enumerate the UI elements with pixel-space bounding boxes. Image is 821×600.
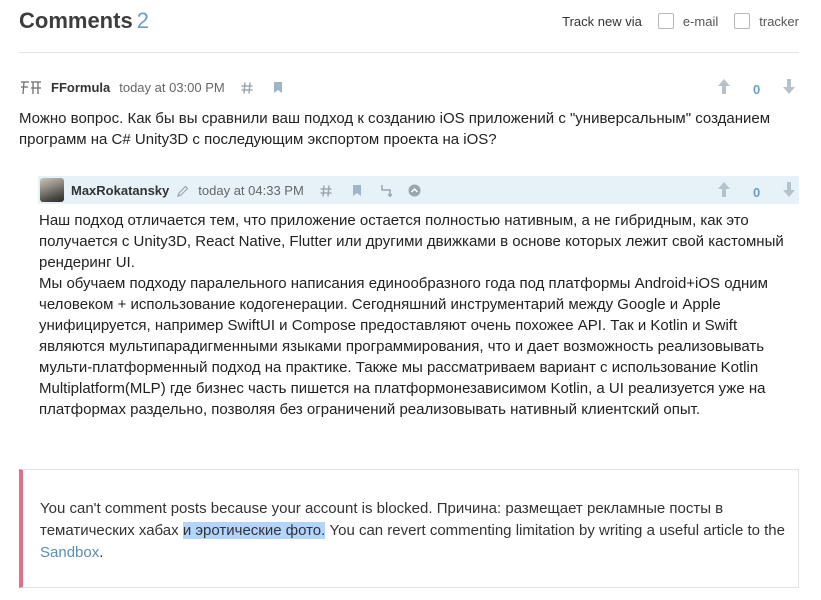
- comment-time[interactable]: today at 03:00 PM: [119, 80, 225, 95]
- avatar[interactable]: [40, 178, 64, 202]
- vote-count: 0: [753, 81, 761, 97]
- comments-title-text: Comments: [19, 8, 133, 33]
- comment-meta: [51, 80, 283, 95]
- reply-paragraph: Мы обучаем подходу паралельного написания единообразного года под платформы Android+iOS одним человеком + использование кодогенерации. Сегодняшний инструментарий между Google и Apple унифицируется, например SwiftUI и Compose предоставляют очень похожее API. Так и Kotlin и Swift являются мультипарадигменными языками программирования, что и дает возможность реализовывать мульти-платформенный подход на практике. Также мы рассматриваем вариант с использование Kotlin Multiplatform(MLP) где бизнес часть пишется на платформонезависимом Kotlin, а UI реализуется уже на платформах раздельно, позволяя без ограничений реализовывать нативный клиентский опыт.: [39, 275, 768, 418]
- notice-text-part: You can't comment posts because your account is blocked. Причина: размещает рекламные посты в тематических хабах: [40, 500, 724, 539]
- blocked-notice: [19, 469, 799, 588]
- bookmark-icon[interactable]: [273, 81, 283, 94]
- track-label: Track new via: [562, 13, 642, 29]
- email-checkbox-label: e-mail: [682, 13, 719, 29]
- email-checkbox-option[interactable]: [658, 13, 718, 29]
- comment-votes: [717, 78, 796, 100]
- reply-paragraph: Наш подход отличается тем, что приложение остается полностью нативным, а не гибридным, как это получается с Unity3D, React Native, Flutter или другими движками в основе которых лежит свой кастомный рендеринг UI.: [39, 212, 784, 271]
- notice-highlighted-text: и эротические фото.: [182, 522, 326, 539]
- sandbox-link[interactable]: Sandbox: [40, 544, 100, 561]
- vote-down-icon[interactable]: [782, 181, 796, 203]
- parent-comment-icon[interactable]: [380, 184, 392, 197]
- vote-down-icon[interactable]: [782, 78, 796, 100]
- header-divider: [19, 52, 799, 53]
- comment-author[interactable]: FFormula: [51, 80, 111, 95]
- tracker-checkbox[interactable]: [734, 13, 750, 29]
- comment-body: Можно вопрос. Как бы вы сравнили ваш подход к созданию iOS приложений с "универсальным" созданием программ на C# Unity3D с последующим экспортом проекта на iOS?: [19, 110, 771, 148]
- vote-up-icon[interactable]: [717, 181, 731, 203]
- reply-meta: [71, 183, 421, 198]
- notice-text-end: .: [99, 544, 104, 561]
- vote-count: 0: [753, 184, 761, 200]
- collapse-up-icon[interactable]: [408, 184, 421, 197]
- tracker-checkbox-option[interactable]: [734, 13, 799, 29]
- reply-body: [39, 210, 799, 420]
- hash-icon[interactable]: [241, 82, 253, 94]
- email-checkbox[interactable]: [658, 13, 674, 29]
- user-avatar-icon: [20, 79, 42, 97]
- hash-icon[interactable]: [320, 185, 332, 197]
- bookmark-icon[interactable]: [352, 184, 362, 197]
- tracker-checkbox-label: tracker: [759, 13, 799, 29]
- comments-count: 2: [136, 8, 149, 33]
- comments-header: [19, 8, 799, 36]
- track-new-via: [562, 13, 799, 29]
- edit-pencil-icon: [177, 185, 189, 197]
- vote-up-icon[interactable]: [717, 78, 731, 100]
- reply-author[interactable]: MaxRokatansky: [71, 183, 170, 198]
- reply-time[interactable]: today at 04:33 PM: [198, 183, 304, 198]
- comments-title: [19, 8, 149, 34]
- notice-text-part: You can revert commenting limitation by writing a useful article to the: [325, 522, 785, 539]
- blocked-notice-text: [40, 498, 785, 564]
- reply-votes: [717, 181, 796, 203]
